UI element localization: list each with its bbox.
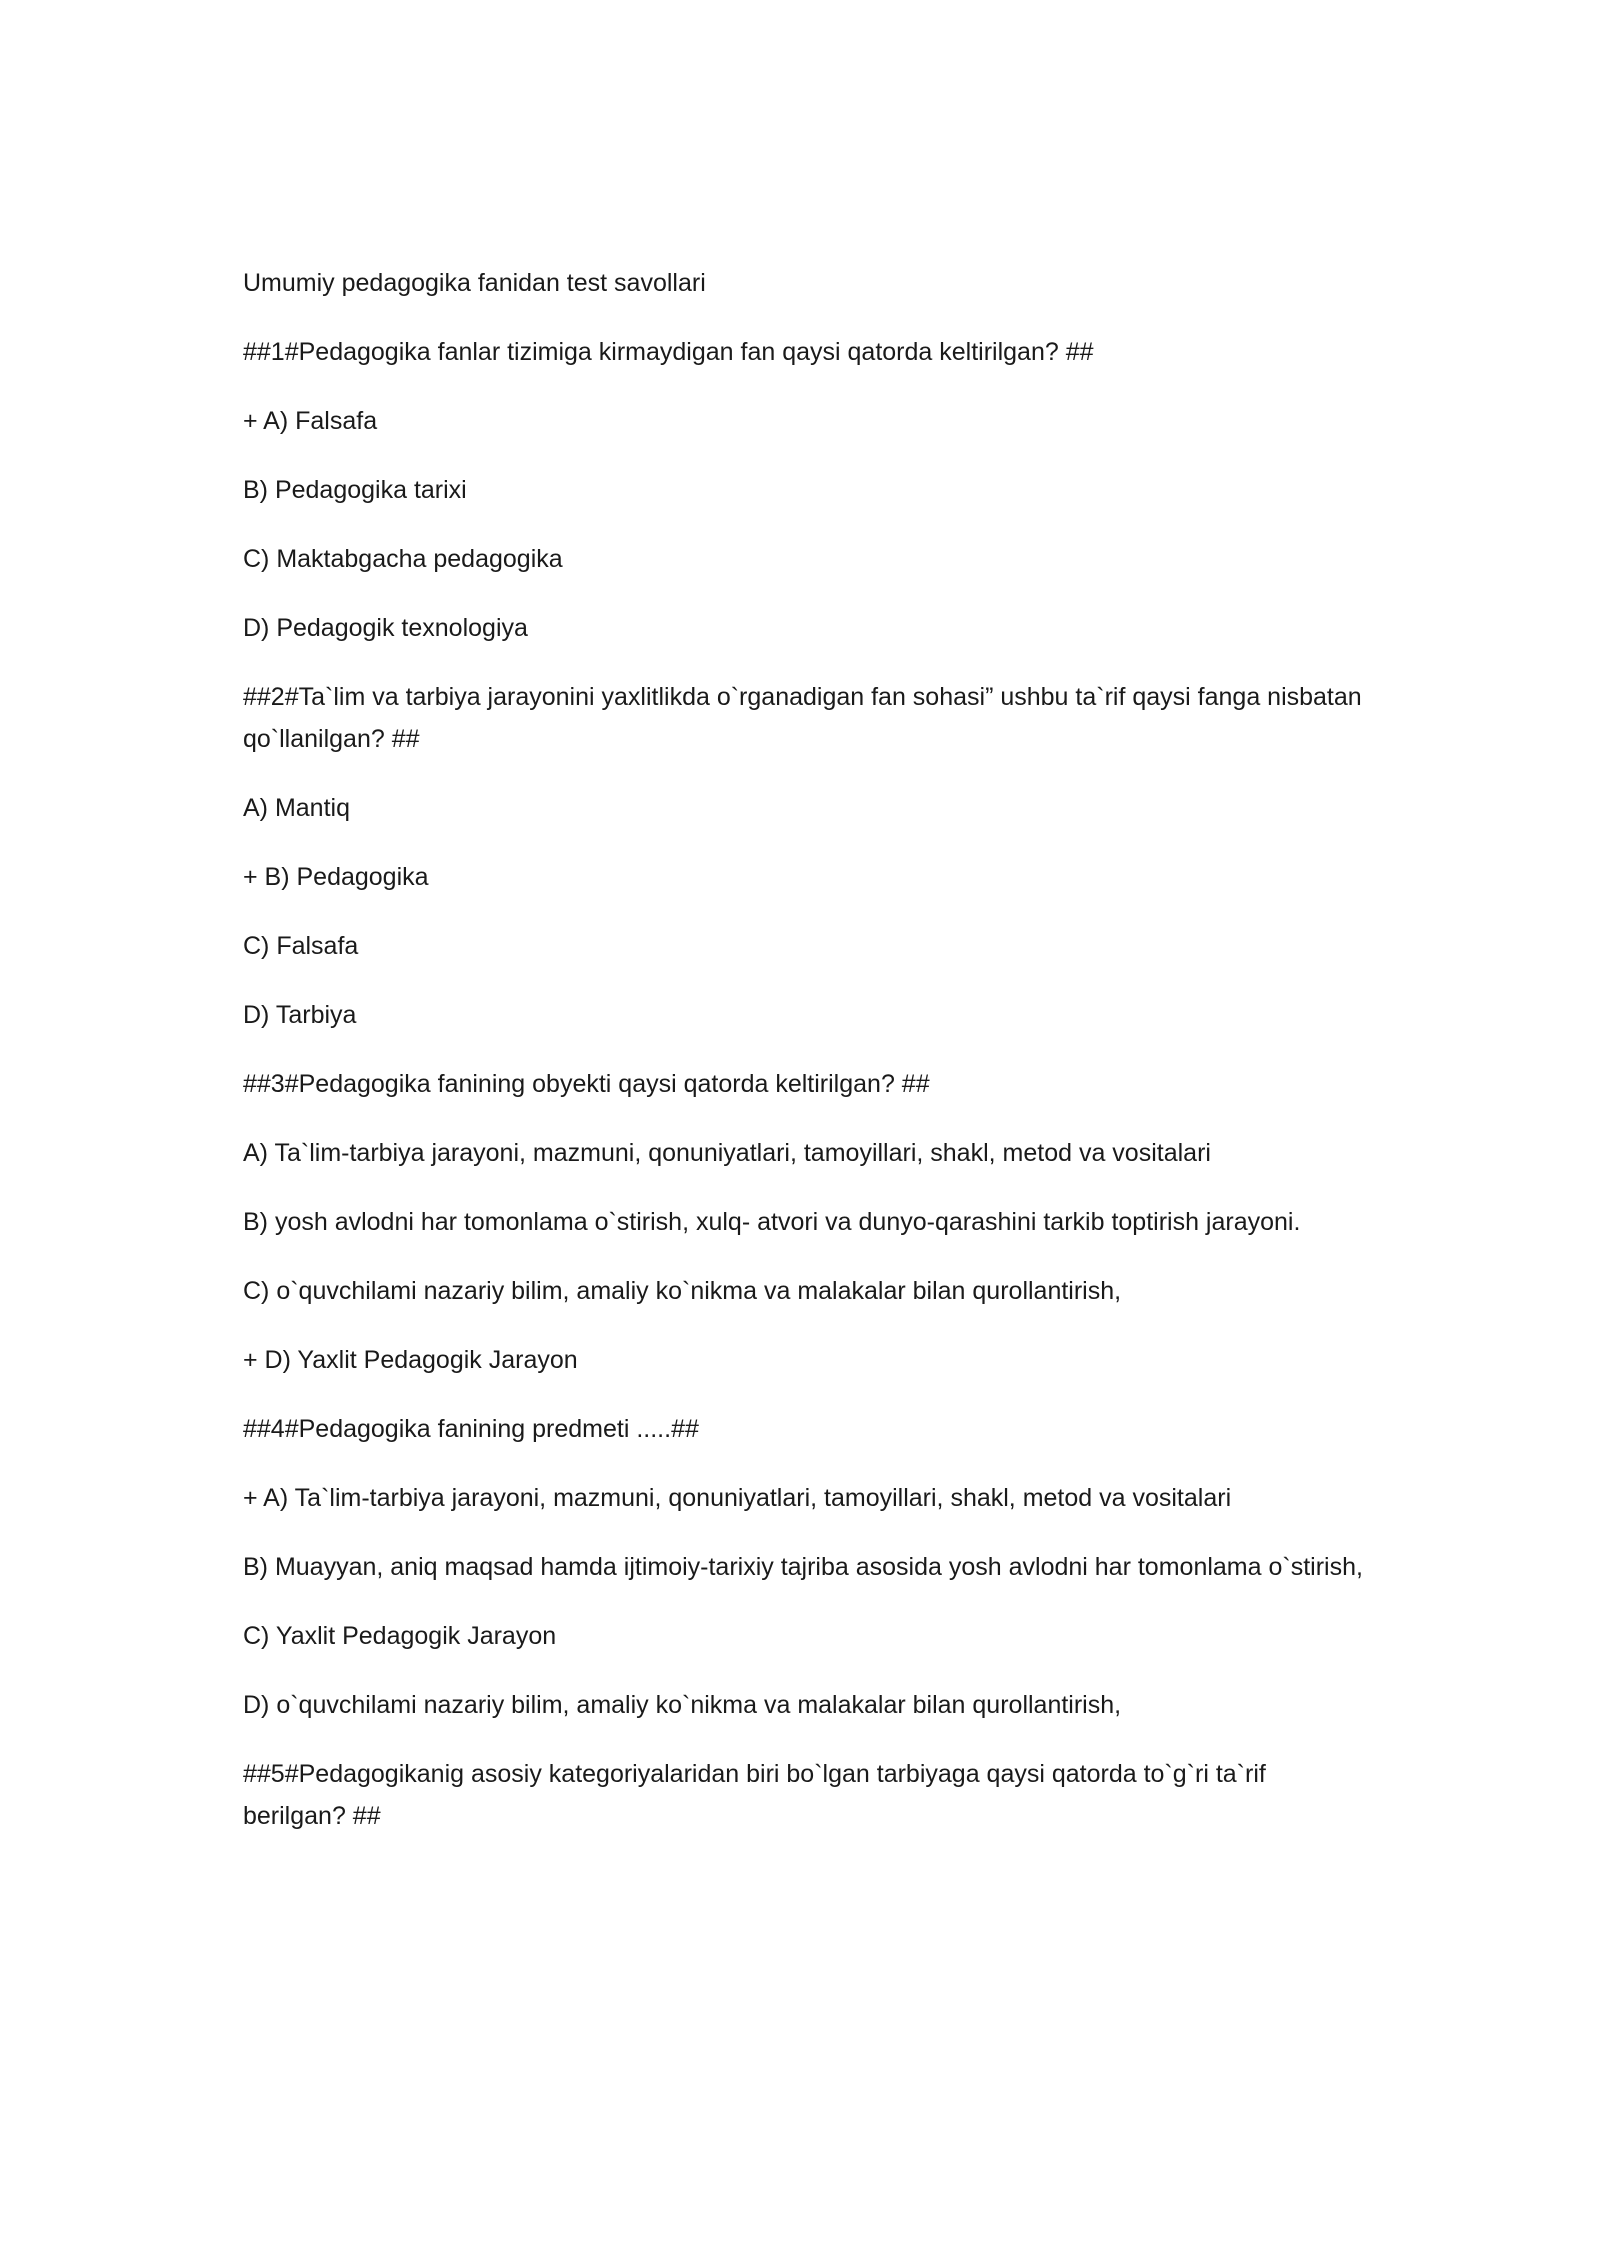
- question-5: ##5#Pedagogikanig asosiy kategoriyalaridan biri bo`lgan tarbiyaga qaysi qatorda to`g`ri ta`rif berilgan? ##: [243, 1760, 1266, 1830]
- question-4-option-b: B) Muayyan, aniq maqsad hamda ijtimoiy-tarixiy tajriba asosida yosh avlodni har tomonlama o`stirish,: [243, 1553, 1363, 1581]
- question-2-option-a: A) Mantiq: [243, 794, 350, 822]
- question-1: ##1#Pedagogika fanlar tizimiga kirmaydigan fan qaysi qatorda keltirilgan? ##: [243, 338, 1094, 366]
- document-body: [243, 262, 1363, 1864]
- question-2-option-b: + B) Pedagogika: [243, 863, 429, 891]
- question-2: ##2#Ta`lim va tarbiya jarayonini yaxlitlikda o`rganadigan fan sohasi” ushbu ta`rif qaysi fanga nisbatan qo`llanilgan? ##: [243, 683, 1362, 753]
- question-1-option-b: B) Pedagogika tarixi: [243, 476, 467, 504]
- question-3-option-b: B) yosh avlodni har tomonlama o`stirish, xulq- atvori va dunyo-qarashini tarkib toptirish jarayoni.: [243, 1208, 1301, 1236]
- question-4-option-d: D) o`quvchilami nazariy bilim, amaliy ko`nikma va malakalar bilan qurollantirish,: [243, 1691, 1122, 1719]
- question-1-option-d: D) Pedagogik texnologiya: [243, 614, 528, 642]
- question-2-option-d: D) Tarbiya: [243, 1001, 357, 1029]
- question-3: ##3#Pedagogika fanining obyekti qaysi qatorda keltirilgan? ##: [243, 1070, 930, 1098]
- question-4-option-c: C) Yaxlit Pedagogik Jarayon: [243, 1622, 557, 1650]
- question-4: ##4#Pedagogika fanining predmeti .....##: [243, 1415, 699, 1443]
- question-4-option-a: + A) Ta`lim-tarbiya jarayoni, mazmuni, qonuniyatlari, tamoyillari, shakl, metod va vositalari: [243, 1484, 1232, 1512]
- question-3-option-c: C) o`quvchilami nazariy bilim, amaliy ko`nikma va malakalar bilan qurollantirish,: [243, 1277, 1122, 1305]
- question-1-option-c: C) Maktabgacha pedagogika: [243, 545, 563, 573]
- document-title: Umumiy pedagogika fanidan test savollari: [243, 269, 706, 297]
- question-3-option-d: + D) Yaxlit Pedagogik Jarayon: [243, 1346, 578, 1374]
- question-2-option-c: C) Falsafa: [243, 932, 359, 960]
- question-1-option-a: + A) Falsafa: [243, 407, 378, 435]
- question-3-option-a: A) Ta`lim-tarbiya jarayoni, mazmuni, qonuniyatlari, tamoyillari, shakl, metod va vositalari: [243, 1139, 1211, 1167]
